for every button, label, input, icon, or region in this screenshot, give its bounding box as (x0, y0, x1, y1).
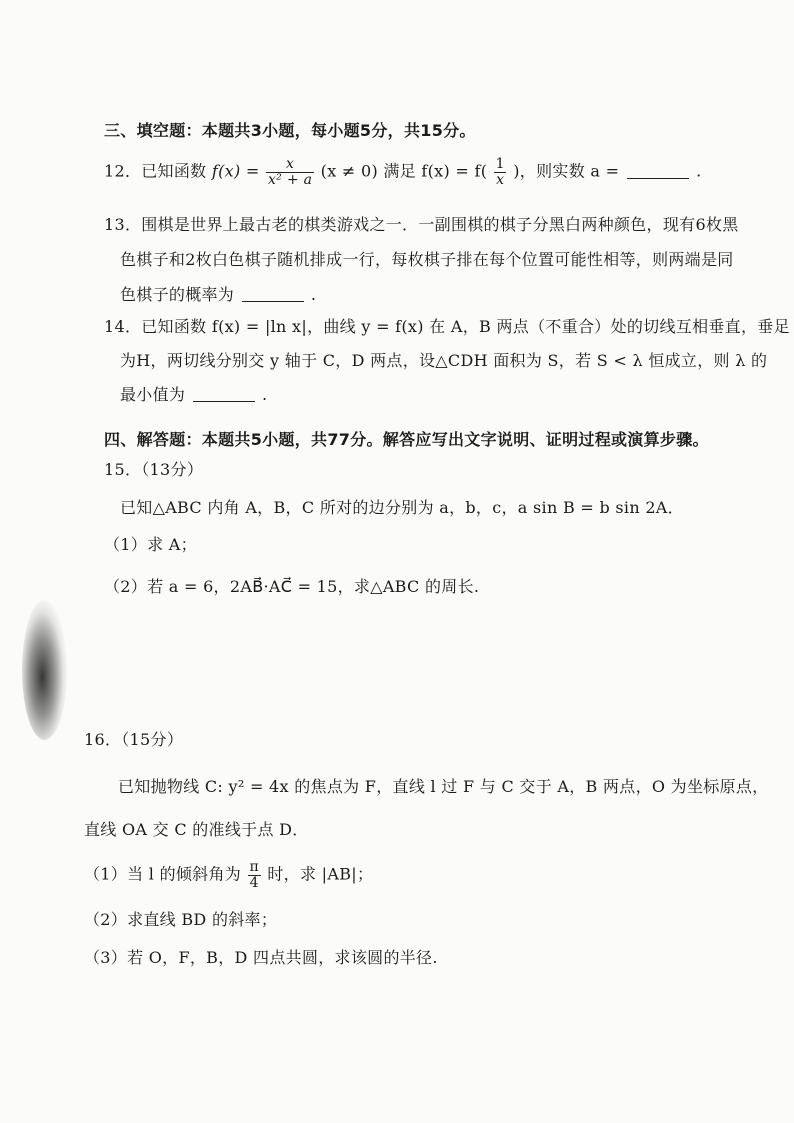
q15-part-2: （2）若 a = 6，2AB⃗·AC⃗ = 15，求△ABC 的周长. (104, 577, 480, 596)
q12-suffix: )，则实数 a = (513, 161, 620, 181)
q13-line-3-text: 色棋子的概率为 (120, 285, 235, 304)
q12-fraction (266, 157, 314, 187)
q14-line-3 (120, 385, 267, 404)
q16-title: 16．（15分） (84, 730, 184, 749)
q12-frac-den: x² + a (267, 171, 313, 188)
scan-smudge (22, 600, 67, 740)
q12-inner-den: x (496, 171, 505, 188)
q16-part-3: （3）若 O，F，B，D 四点共圆，求该圆的半径. (84, 948, 438, 967)
q13-line-3 (120, 285, 316, 304)
q12-prefix: 12．已知函数 (104, 161, 207, 181)
q12-inner-num: 1 (495, 156, 505, 172)
q15-part-1: （1）求 A； (104, 535, 197, 554)
q16-stem-line-2: 直线 OA 交 C 的准线于点 D． (84, 820, 309, 839)
q15-title: 15．（13分） (104, 460, 204, 479)
q16-angle-num: π (249, 859, 259, 875)
q14-line-3-text: 最小值为 (120, 385, 186, 404)
q13-line-1: 13．围棋是世界上最古老的棋类游戏之一．一副围棋的棋子分黑白两种颜色，现有6枚黑 (104, 215, 739, 234)
section-4-heading: 四、解答题：本题共5小题，共77分。解答应写出文字说明、证明过程或演算步骤。 (104, 430, 709, 449)
q12-f-lhs: f(x) = (211, 161, 265, 181)
question-12 (104, 157, 702, 187)
q16-part-1 (84, 860, 373, 890)
q16-angle-den: 4 (249, 874, 259, 891)
q15-stem: 已知△ABC 内角 A，B，C 所对的边分别为 a，b，c，a sin B = b sin 2A． (120, 498, 684, 517)
q16-stem-line-1: 已知抛物线 C: y² = 4x 的焦点为 F，直线 l 过 F 与 C 交于 A，B 两点，O 为坐标原点， (118, 777, 769, 796)
q16-angle-fraction (247, 860, 261, 890)
q16-part-1-post: 时，求 |AB|； (267, 864, 374, 884)
q12-frac-num: x (286, 156, 295, 172)
section-3-heading: 三、填空题：本题共3小题，每小题5分，共15分。 (104, 121, 476, 140)
q12-inner-fraction (494, 157, 507, 187)
q14-line-1: 14．已知函数 f(x) = |ln x|，曲线 y = f(x) 在 A，B 两点（不重合）处的切线互相垂直，垂足 (104, 317, 790, 336)
q12-condition: (x ≠ 0) 满足 f(x) = f( (320, 161, 488, 181)
q14-end: . (261, 385, 268, 404)
q13-answer-blank (242, 287, 304, 302)
q16-part-2: （2）求直线 BD 的斜率； (84, 910, 278, 929)
q12-answer-blank (627, 164, 689, 179)
q14-line-2: 为H，两切线分别交 y 轴于 C，D 两点，设△CDH 面积为 S，若 S < λ 恒成立，则 λ 的 (120, 351, 768, 370)
q16-part-1-pre: （1）当 l 的倾斜角为 (84, 864, 242, 884)
q14-answer-blank (193, 387, 255, 402)
q13-end: . (310, 285, 317, 304)
q13-line-2: 色棋子和2枚白色棋子随机排成一行，每枚棋子排在每个位置可能性相等，则两端是同 (120, 250, 734, 269)
q12-end: . (696, 161, 702, 181)
